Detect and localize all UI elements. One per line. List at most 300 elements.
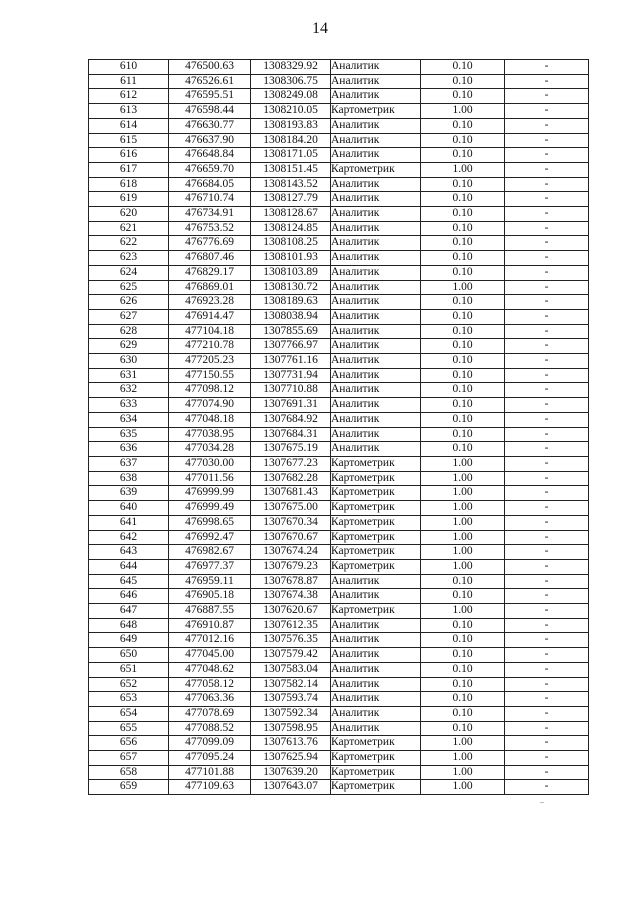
y-coordinate-cell: 1308124.85 xyxy=(251,221,331,236)
note-cell: - xyxy=(505,765,589,780)
y-coordinate-cell: 1308038.94 xyxy=(251,309,331,324)
note-cell: - xyxy=(505,148,589,163)
method-cell: Аналитик xyxy=(331,589,421,604)
y-coordinate-cell: 1308130.72 xyxy=(251,280,331,295)
table-row xyxy=(89,471,589,486)
x-coordinate-cell: 476753.52 xyxy=(169,221,251,236)
point-number-cell: 629 xyxy=(89,339,169,354)
note-cell: - xyxy=(505,280,589,295)
accuracy-cell: 1.00 xyxy=(421,162,505,177)
table-row xyxy=(89,530,589,545)
point-number-cell: 619 xyxy=(89,192,169,207)
point-number-cell: 630 xyxy=(89,354,169,369)
note-cell: - xyxy=(505,207,589,222)
table-row xyxy=(89,721,589,736)
accuracy-cell: 0.10 xyxy=(421,412,505,427)
table-row xyxy=(89,60,589,75)
method-cell: Аналитик xyxy=(331,324,421,339)
x-coordinate-cell: 476776.69 xyxy=(169,236,251,251)
method-cell: Аналитик xyxy=(331,207,421,222)
note-cell: - xyxy=(505,736,589,751)
note-cell: - xyxy=(505,456,589,471)
table-body xyxy=(89,60,589,795)
method-cell: Аналитик xyxy=(331,383,421,398)
accuracy-cell: 0.10 xyxy=(421,354,505,369)
note-cell: - xyxy=(505,398,589,413)
x-coordinate-cell: 477048.62 xyxy=(169,662,251,677)
point-number-cell: 614 xyxy=(89,118,169,133)
y-coordinate-cell: 1307677.23 xyxy=(251,456,331,471)
table-row xyxy=(89,368,589,383)
method-cell: Аналитик xyxy=(331,662,421,677)
note-cell: - xyxy=(505,133,589,148)
x-coordinate-cell: 476982.67 xyxy=(169,545,251,560)
method-cell: Аналитик xyxy=(331,177,421,192)
point-number-cell: 627 xyxy=(89,309,169,324)
accuracy-cell: 0.10 xyxy=(421,677,505,692)
table-row xyxy=(89,118,589,133)
note-cell: - xyxy=(505,162,589,177)
method-cell: Картометрик xyxy=(331,545,421,560)
x-coordinate-cell: 476637.90 xyxy=(169,133,251,148)
x-coordinate-cell: 477034.28 xyxy=(169,442,251,457)
table-row xyxy=(89,559,589,574)
note-cell: - xyxy=(505,309,589,324)
point-number-cell: 637 xyxy=(89,456,169,471)
method-cell: Аналитик xyxy=(331,265,421,280)
accuracy-cell: 0.10 xyxy=(421,74,505,89)
note-cell: - xyxy=(505,427,589,442)
y-coordinate-cell: 1307682.28 xyxy=(251,471,331,486)
point-number-cell: 640 xyxy=(89,501,169,516)
accuracy-cell: 0.10 xyxy=(421,324,505,339)
table-row xyxy=(89,501,589,516)
accuracy-cell: 0.10 xyxy=(421,118,505,133)
point-number-cell: 636 xyxy=(89,442,169,457)
y-coordinate-cell: 1307675.19 xyxy=(251,442,331,457)
point-number-cell: 649 xyxy=(89,633,169,648)
accuracy-cell: 0.10 xyxy=(421,662,505,677)
point-number-cell: 659 xyxy=(89,780,169,795)
accuracy-cell: 0.10 xyxy=(421,692,505,707)
accuracy-cell: 1.00 xyxy=(421,456,505,471)
table-row xyxy=(89,780,589,795)
method-cell: Аналитик xyxy=(331,89,421,104)
table-row xyxy=(89,427,589,442)
table-row xyxy=(89,339,589,354)
y-coordinate-cell: 1307612.35 xyxy=(251,618,331,633)
page-number: 14 xyxy=(312,20,328,37)
y-coordinate-cell: 1308108.25 xyxy=(251,236,331,251)
point-number-cell: 622 xyxy=(89,236,169,251)
coordinates-table xyxy=(88,59,589,795)
note-cell: - xyxy=(505,74,589,89)
table-row xyxy=(89,751,589,766)
note-cell: - xyxy=(505,251,589,266)
note-cell: - xyxy=(505,236,589,251)
point-number-cell: 631 xyxy=(89,368,169,383)
accuracy-cell: 1.00 xyxy=(421,765,505,780)
point-number-cell: 647 xyxy=(89,604,169,619)
point-number-cell: 642 xyxy=(89,530,169,545)
y-coordinate-cell: 1307731.94 xyxy=(251,368,331,383)
x-coordinate-cell: 477101.88 xyxy=(169,765,251,780)
y-coordinate-cell: 1308193.83 xyxy=(251,118,331,133)
accuracy-cell: 0.10 xyxy=(421,706,505,721)
note-cell: - xyxy=(505,442,589,457)
y-coordinate-cell: 1307855.69 xyxy=(251,324,331,339)
accuracy-cell: 0.10 xyxy=(421,574,505,589)
x-coordinate-cell: 476807.46 xyxy=(169,251,251,266)
method-cell: Аналитик xyxy=(331,295,421,310)
x-coordinate-cell: 476923.28 xyxy=(169,295,251,310)
table-row xyxy=(89,354,589,369)
method-cell: Аналитик xyxy=(331,412,421,427)
x-coordinate-cell: 477095.24 xyxy=(169,751,251,766)
y-coordinate-cell: 1307675.00 xyxy=(251,501,331,516)
method-cell: Аналитик xyxy=(331,677,421,692)
method-cell: Аналитик xyxy=(331,442,421,457)
method-cell: Аналитик xyxy=(331,692,421,707)
table-row xyxy=(89,89,589,104)
x-coordinate-cell: 477038.95 xyxy=(169,427,251,442)
point-number-cell: 635 xyxy=(89,427,169,442)
y-coordinate-cell: 1308306.75 xyxy=(251,74,331,89)
x-coordinate-cell: 476829.17 xyxy=(169,265,251,280)
y-coordinate-cell: 1307639.20 xyxy=(251,765,331,780)
method-cell: Аналитик xyxy=(331,618,421,633)
accuracy-cell: 0.10 xyxy=(421,339,505,354)
note-cell: - xyxy=(505,515,589,530)
method-cell: Аналитик xyxy=(331,398,421,413)
note-cell: - xyxy=(505,383,589,398)
point-number-cell: 623 xyxy=(89,251,169,266)
table-row xyxy=(89,545,589,560)
x-coordinate-cell: 477012.16 xyxy=(169,633,251,648)
x-coordinate-cell: 476998.65 xyxy=(169,515,251,530)
x-coordinate-cell: 476887.55 xyxy=(169,604,251,619)
x-coordinate-cell: 476598.44 xyxy=(169,104,251,119)
note-cell: - xyxy=(505,118,589,133)
accuracy-cell: 1.00 xyxy=(421,604,505,619)
accuracy-cell: 0.10 xyxy=(421,648,505,663)
table-row xyxy=(89,162,589,177)
note-cell: - xyxy=(505,559,589,574)
accuracy-cell: 0.10 xyxy=(421,309,505,324)
table-row xyxy=(89,515,589,530)
method-cell: Аналитик xyxy=(331,706,421,721)
y-coordinate-cell: 1307643.07 xyxy=(251,780,331,795)
x-coordinate-cell: 476630.77 xyxy=(169,118,251,133)
method-cell: Картометрик xyxy=(331,456,421,471)
table-row xyxy=(89,324,589,339)
note-cell: - xyxy=(505,486,589,501)
accuracy-cell: 1.00 xyxy=(421,530,505,545)
accuracy-cell: 0.10 xyxy=(421,60,505,75)
table-row xyxy=(89,706,589,721)
point-number-cell: 643 xyxy=(89,545,169,560)
point-number-cell: 611 xyxy=(89,74,169,89)
x-coordinate-cell: 477205.23 xyxy=(169,354,251,369)
point-number-cell: 624 xyxy=(89,265,169,280)
y-coordinate-cell: 1307761.16 xyxy=(251,354,331,369)
point-number-cell: 655 xyxy=(89,721,169,736)
x-coordinate-cell: 476710.74 xyxy=(169,192,251,207)
point-number-cell: 654 xyxy=(89,706,169,721)
point-number-cell: 618 xyxy=(89,177,169,192)
accuracy-cell: 0.10 xyxy=(421,133,505,148)
table-row xyxy=(89,633,589,648)
table-row xyxy=(89,74,589,89)
x-coordinate-cell: 477078.69 xyxy=(169,706,251,721)
x-coordinate-cell: 477074.90 xyxy=(169,398,251,413)
table-row xyxy=(89,251,589,266)
accuracy-cell: 1.00 xyxy=(421,751,505,766)
note-cell: - xyxy=(505,295,589,310)
note-cell: - xyxy=(505,633,589,648)
method-cell: Аналитик xyxy=(331,633,421,648)
table-row xyxy=(89,192,589,207)
x-coordinate-cell: 477210.78 xyxy=(169,339,251,354)
point-number-cell: 620 xyxy=(89,207,169,222)
accuracy-cell: 1.00 xyxy=(421,280,505,295)
note-cell: - xyxy=(505,368,589,383)
table-row xyxy=(89,207,589,222)
table-row xyxy=(89,383,589,398)
method-cell: Картометрик xyxy=(331,530,421,545)
table-row xyxy=(89,265,589,280)
point-number-cell: 638 xyxy=(89,471,169,486)
method-cell: Картометрик xyxy=(331,515,421,530)
y-coordinate-cell: 1307583.04 xyxy=(251,662,331,677)
point-number-cell: 657 xyxy=(89,751,169,766)
accuracy-cell: 1.00 xyxy=(421,559,505,574)
note-cell: - xyxy=(505,604,589,619)
note-cell: - xyxy=(505,221,589,236)
accuracy-cell: 0.10 xyxy=(421,177,505,192)
accuracy-cell: 0.10 xyxy=(421,207,505,222)
table-row xyxy=(89,736,589,751)
accuracy-cell: 0.10 xyxy=(421,221,505,236)
x-coordinate-cell: 476500.63 xyxy=(169,60,251,75)
x-coordinate-cell: 477063.36 xyxy=(169,692,251,707)
accuracy-cell: 1.00 xyxy=(421,501,505,516)
x-coordinate-cell: 477104.18 xyxy=(169,324,251,339)
table-row xyxy=(89,677,589,692)
accuracy-cell: 0.10 xyxy=(421,295,505,310)
x-coordinate-cell: 477098.12 xyxy=(169,383,251,398)
y-coordinate-cell: 1307684.31 xyxy=(251,427,331,442)
note-cell: - xyxy=(505,545,589,560)
accuracy-cell: 0.10 xyxy=(421,721,505,736)
point-number-cell: 656 xyxy=(89,736,169,751)
note-cell: - xyxy=(505,530,589,545)
x-coordinate-cell: 476659.70 xyxy=(169,162,251,177)
method-cell: Аналитик xyxy=(331,236,421,251)
note-cell: - xyxy=(505,354,589,369)
table-row xyxy=(89,104,589,119)
accuracy-cell: 0.10 xyxy=(421,383,505,398)
table-row xyxy=(89,236,589,251)
y-coordinate-cell: 1307674.24 xyxy=(251,545,331,560)
point-number-cell: 650 xyxy=(89,648,169,663)
y-coordinate-cell: 1307576.35 xyxy=(251,633,331,648)
x-coordinate-cell: 476595.51 xyxy=(169,89,251,104)
accuracy-cell: 0.10 xyxy=(421,589,505,604)
point-number-cell: 613 xyxy=(89,104,169,119)
method-cell: Аналитик xyxy=(331,192,421,207)
x-coordinate-cell: 476734.91 xyxy=(169,207,251,222)
x-coordinate-cell: 476905.18 xyxy=(169,589,251,604)
x-coordinate-cell: 476910.87 xyxy=(169,618,251,633)
note-cell: - xyxy=(505,192,589,207)
x-coordinate-cell: 476959.11 xyxy=(169,574,251,589)
note-cell: - xyxy=(505,501,589,516)
table-row xyxy=(89,589,589,604)
y-coordinate-cell: 1308151.45 xyxy=(251,162,331,177)
y-coordinate-cell: 1307598.95 xyxy=(251,721,331,736)
accuracy-cell: 1.00 xyxy=(421,471,505,486)
point-number-cell: 651 xyxy=(89,662,169,677)
y-coordinate-cell: 1307670.34 xyxy=(251,515,331,530)
x-coordinate-cell: 476999.99 xyxy=(169,486,251,501)
accuracy-cell: 1.00 xyxy=(421,780,505,795)
y-coordinate-cell: 1307679.23 xyxy=(251,559,331,574)
table-row xyxy=(89,398,589,413)
accuracy-cell: 0.10 xyxy=(421,618,505,633)
point-number-cell: 621 xyxy=(89,221,169,236)
method-cell: Картометрик xyxy=(331,604,421,619)
note-cell: - xyxy=(505,692,589,707)
x-coordinate-cell: 476526.61 xyxy=(169,74,251,89)
note-cell: - xyxy=(505,471,589,486)
accuracy-cell: 0.10 xyxy=(421,89,505,104)
x-coordinate-cell: 477099.09 xyxy=(169,736,251,751)
point-number-cell: 658 xyxy=(89,765,169,780)
note-cell: - xyxy=(505,339,589,354)
point-number-cell: 645 xyxy=(89,574,169,589)
accuracy-cell: 0.10 xyxy=(421,398,505,413)
accuracy-cell: 1.00 xyxy=(421,736,505,751)
accuracy-cell: 0.10 xyxy=(421,442,505,457)
y-coordinate-cell: 1307582.14 xyxy=(251,677,331,692)
y-coordinate-cell: 1308128.67 xyxy=(251,207,331,222)
x-coordinate-cell: 476977.37 xyxy=(169,559,251,574)
x-coordinate-cell: 477011.56 xyxy=(169,471,251,486)
accuracy-cell: 0.10 xyxy=(421,251,505,266)
y-coordinate-cell: 1308127.79 xyxy=(251,192,331,207)
y-coordinate-cell: 1308184.20 xyxy=(251,133,331,148)
method-cell: Картометрик xyxy=(331,559,421,574)
note-cell: - xyxy=(505,662,589,677)
table-row xyxy=(89,221,589,236)
point-number-cell: 628 xyxy=(89,324,169,339)
y-coordinate-cell: 1308189.63 xyxy=(251,295,331,310)
table-row xyxy=(89,456,589,471)
method-cell: Картометрик xyxy=(331,471,421,486)
method-cell: Аналитик xyxy=(331,721,421,736)
table-row xyxy=(89,618,589,633)
method-cell: Аналитик xyxy=(331,148,421,163)
method-cell: Аналитик xyxy=(331,118,421,133)
point-number-cell: 616 xyxy=(89,148,169,163)
point-number-cell: 612 xyxy=(89,89,169,104)
note-cell: - xyxy=(505,177,589,192)
accuracy-cell: 0.10 xyxy=(421,265,505,280)
x-coordinate-cell: 477030.00 xyxy=(169,456,251,471)
y-coordinate-cell: 1307684.92 xyxy=(251,412,331,427)
x-coordinate-cell: 476992.47 xyxy=(169,530,251,545)
x-coordinate-cell: 476648.84 xyxy=(169,148,251,163)
point-number-cell: 625 xyxy=(89,280,169,295)
y-coordinate-cell: 1307579.42 xyxy=(251,648,331,663)
point-number-cell: 632 xyxy=(89,383,169,398)
method-cell: Картометрик xyxy=(331,765,421,780)
method-cell: Картометрик xyxy=(331,780,421,795)
accuracy-cell: 1.00 xyxy=(421,545,505,560)
y-coordinate-cell: 1307691.31 xyxy=(251,398,331,413)
x-coordinate-cell: 477150.55 xyxy=(169,368,251,383)
y-coordinate-cell: 1307592.34 xyxy=(251,706,331,721)
point-number-cell: 626 xyxy=(89,295,169,310)
method-cell: Картометрик xyxy=(331,162,421,177)
note-cell: - xyxy=(505,721,589,736)
table-row xyxy=(89,692,589,707)
y-coordinate-cell: 1307678.87 xyxy=(251,574,331,589)
method-cell: Аналитик xyxy=(331,309,421,324)
y-coordinate-cell: 1307613.76 xyxy=(251,736,331,751)
note-cell: - xyxy=(505,89,589,104)
x-coordinate-cell: 477058.12 xyxy=(169,677,251,692)
y-coordinate-cell: 1307670.67 xyxy=(251,530,331,545)
method-cell: Картометрик xyxy=(331,501,421,516)
method-cell: Аналитик xyxy=(331,648,421,663)
y-coordinate-cell: 1308329.92 xyxy=(251,60,331,75)
x-coordinate-cell: 476914.47 xyxy=(169,309,251,324)
y-coordinate-cell: 1308171.05 xyxy=(251,148,331,163)
table-row xyxy=(89,574,589,589)
method-cell: Картометрик xyxy=(331,751,421,766)
method-cell: Аналитик xyxy=(331,427,421,442)
x-coordinate-cell: 476999.49 xyxy=(169,501,251,516)
note-cell: - xyxy=(505,706,589,721)
y-coordinate-cell: 1308249.08 xyxy=(251,89,331,104)
method-cell: Аналитик xyxy=(331,368,421,383)
point-number-cell: 652 xyxy=(89,677,169,692)
scan-mark xyxy=(540,802,544,803)
x-coordinate-cell: 477088.52 xyxy=(169,721,251,736)
method-cell: Аналитик xyxy=(331,339,421,354)
point-number-cell: 641 xyxy=(89,515,169,530)
point-number-cell: 610 xyxy=(89,60,169,75)
point-number-cell: 648 xyxy=(89,618,169,633)
table-row xyxy=(89,486,589,501)
note-cell: - xyxy=(505,324,589,339)
table-row xyxy=(89,442,589,457)
note-cell: - xyxy=(505,751,589,766)
x-coordinate-cell: 476684.05 xyxy=(169,177,251,192)
table-row xyxy=(89,295,589,310)
accuracy-cell: 0.10 xyxy=(421,427,505,442)
note-cell: - xyxy=(505,589,589,604)
x-coordinate-cell: 477109.63 xyxy=(169,780,251,795)
accuracy-cell: 0.10 xyxy=(421,368,505,383)
note-cell: - xyxy=(505,677,589,692)
table-row xyxy=(89,765,589,780)
method-cell: Аналитик xyxy=(331,60,421,75)
y-coordinate-cell: 1307593.74 xyxy=(251,692,331,707)
method-cell: Аналитик xyxy=(331,354,421,369)
